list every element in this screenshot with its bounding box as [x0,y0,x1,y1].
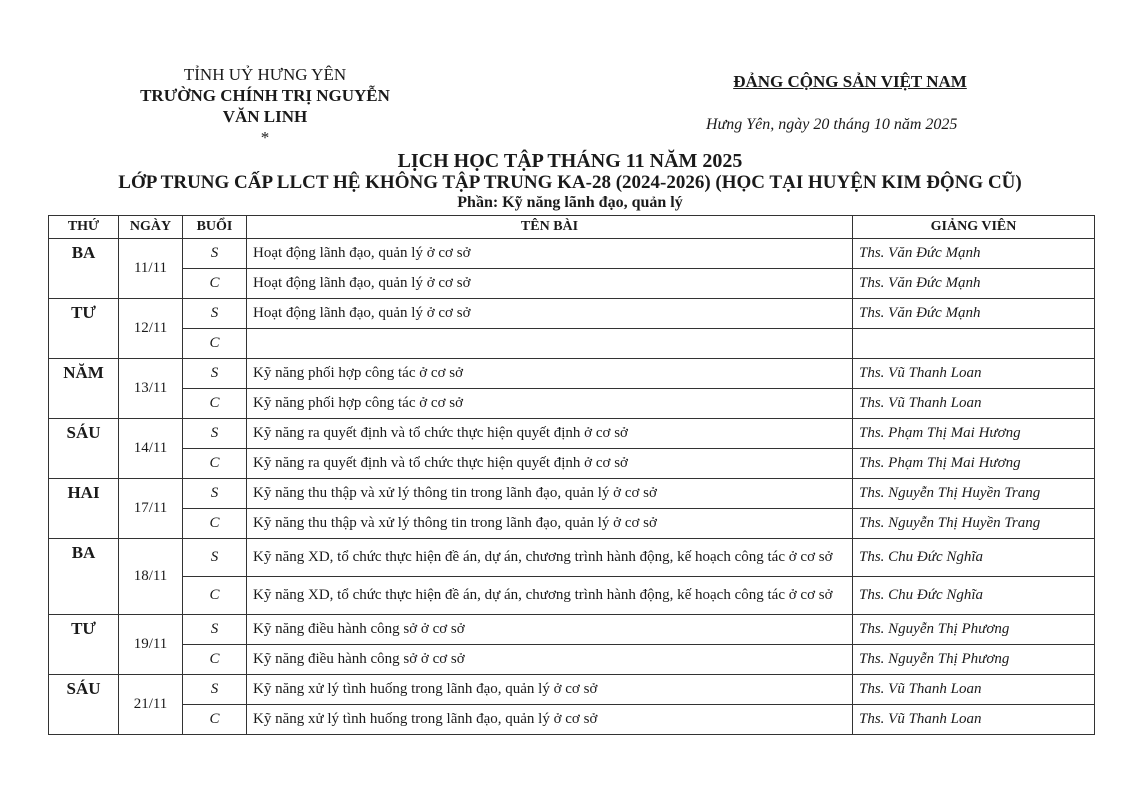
topic-cell: Kỹ năng thu thập và xử lý thông tin trong lãnh đạo, quản lý ở cơ sở [247,479,853,509]
date-cell: 13/11 [119,359,183,419]
title-line-1: LỊCH HỌC TẬP THÁNG 11 NĂM 2025 [397,150,743,172]
session-cell: S [183,359,247,389]
lecturer-cell: Ths. Chu Đức Nghĩa [853,539,1095,577]
table-header-row [49,216,1095,239]
day-cell: TƯ [49,615,119,675]
issue-date: Hưng Yên, ngày 20 tháng 10 năm 2025 [706,116,958,133]
lecturer-cell: Ths. Nguyễn Thị Phương [853,615,1095,645]
lecturer-cell: Ths. Chu Đức Nghĩa [853,577,1095,615]
school-name: TRƯỜNG CHÍNH TRỊ NGUYỄN VĂN LINH [140,86,390,126]
schedule-body [49,239,1095,735]
date-cell: 19/11 [119,615,183,675]
session-cell: C [183,389,247,419]
table-row [49,329,1095,359]
topic-cell [247,329,853,359]
header-date: NGÀY [119,216,183,239]
topic-cell: Kỹ năng thu thập và xử lý thông tin trong lãnh đạo, quản lý ở cơ sở [247,509,853,539]
table-row [49,449,1095,479]
date-cell: 14/11 [119,419,183,479]
topic-cell: Kỹ năng xử lý tình huống trong lãnh đạo, quản lý ở cơ sở [247,705,853,735]
table-row [49,615,1095,645]
day-cell: BA [49,239,119,299]
topic-cell: Kỹ năng XD, tổ chức thực hiện đề án, dự án, chương trình hành động, kế hoạch công tác ở cơ sở [247,539,853,577]
date-cell: 21/11 [119,675,183,735]
header-session: BUỔI [183,216,247,239]
table-row [49,645,1095,675]
party-name: ĐẢNG CỘNG SẢN VIỆT NAM [733,72,967,91]
session-cell: C [183,577,247,615]
table-row [49,419,1095,449]
table-row [49,705,1095,735]
table-row [49,539,1095,577]
session-cell: S [183,615,247,645]
table-row [49,269,1095,299]
date-cell: 11/11 [119,239,183,299]
session-cell: C [183,449,247,479]
table-row [49,389,1095,419]
header-lecturer: GIẢNG VIÊN [853,216,1095,239]
organization-header [120,64,410,148]
topic-cell: Kỹ năng XD, tổ chức thực hiện đề án, dự án, chương trình hành động, kế hoạch công tác ở cơ sở [247,577,853,615]
session-cell: C [183,645,247,675]
lecturer-cell: Ths. Vũ Thanh Loan [853,389,1095,419]
header-star: * [260,128,270,147]
topic-cell: Kỹ năng xử lý tình huống trong lãnh đạo, quản lý ở cơ sở [247,675,853,705]
title-line-3: Phần: Kỹ năng lãnh đạo, quản lý [457,194,683,211]
date-cell: 18/11 [119,539,183,615]
session-cell: C [183,329,247,359]
party-header [690,72,1010,92]
lecturer-cell: Ths. Vũ Thanh Loan [853,675,1095,705]
topic-cell: Kỹ năng phối hợp công tác ở cơ sở [247,359,853,389]
table-row [49,479,1095,509]
session-cell: C [183,269,247,299]
session-cell: S [183,299,247,329]
session-cell: S [183,419,247,449]
day-cell: SÁU [49,675,119,735]
day-cell: BA [49,539,119,615]
topic-cell: Hoạt động lãnh đạo, quản lý ở cơ sở [247,299,853,329]
lecturer-cell: Ths. Phạm Thị Mai Hương [853,449,1095,479]
lecturer-cell [853,329,1095,359]
session-cell: S [183,239,247,269]
header-day: THỨ [49,216,119,239]
lecturer-cell: Ths. Vũ Thanh Loan [853,359,1095,389]
day-cell: TƯ [49,299,119,359]
session-cell: C [183,705,247,735]
session-cell: S [183,479,247,509]
table-row [49,675,1095,705]
day-cell: NĂM [49,359,119,419]
topic-cell: Hoạt động lãnh đạo, quản lý ở cơ sở [247,239,853,269]
session-cell: C [183,509,247,539]
table-row [49,359,1095,389]
topic-cell: Kỹ năng ra quyết định và tổ chức thực hiện quyết định ở cơ sở [247,419,853,449]
lecturer-cell: Ths. Văn Đức Mạnh [853,269,1095,299]
table-row [49,299,1095,329]
header-topic: TÊN BÀI [247,216,853,239]
date-cell: 17/11 [119,479,183,539]
session-cell: S [183,539,247,577]
topic-cell: Hoạt động lãnh đạo, quản lý ở cơ sở [247,269,853,299]
topic-cell: Kỹ năng điều hành công sở ở cơ sở [247,645,853,675]
table-row [49,509,1095,539]
day-cell: SÁU [49,419,119,479]
session-cell: S [183,675,247,705]
lecturer-cell: Ths. Nguyễn Thị Huyền Trang [853,509,1095,539]
schedule-table [48,215,1095,735]
lecturer-cell: Ths. Văn Đức Mạnh [853,299,1095,329]
date-cell: 12/11 [119,299,183,359]
title-line-2: LỚP TRUNG CẤP LLCT HỆ KHÔNG TẬP TRUNG KA-28 (2024-2026) (HỌC TẠI HUYỆN KIM ĐỘNG CŨ) [118,172,1022,193]
document-title [60,150,1080,212]
lecturer-cell: Ths. Nguyễn Thị Huyền Trang [853,479,1095,509]
topic-cell: Kỹ năng phối hợp công tác ở cơ sở [247,389,853,419]
lecturer-cell: Ths. Vũ Thanh Loan [853,705,1095,735]
province-committee-name: TỈNH UỶ HƯNG YÊN [183,65,347,84]
topic-cell: Kỹ năng ra quyết định và tổ chức thực hiện quyết định ở cơ sở [247,449,853,479]
lecturer-cell: Ths. Nguyễn Thị Phương [853,645,1095,675]
day-cell: HAI [49,479,119,539]
table-row [49,577,1095,615]
topic-cell: Kỹ năng điều hành công sở ở cơ sở [247,615,853,645]
lecturer-cell: Ths. Văn Đức Mạnh [853,239,1095,269]
table-row [49,239,1095,269]
lecturer-cell: Ths. Phạm Thị Mai Hương [853,419,1095,449]
